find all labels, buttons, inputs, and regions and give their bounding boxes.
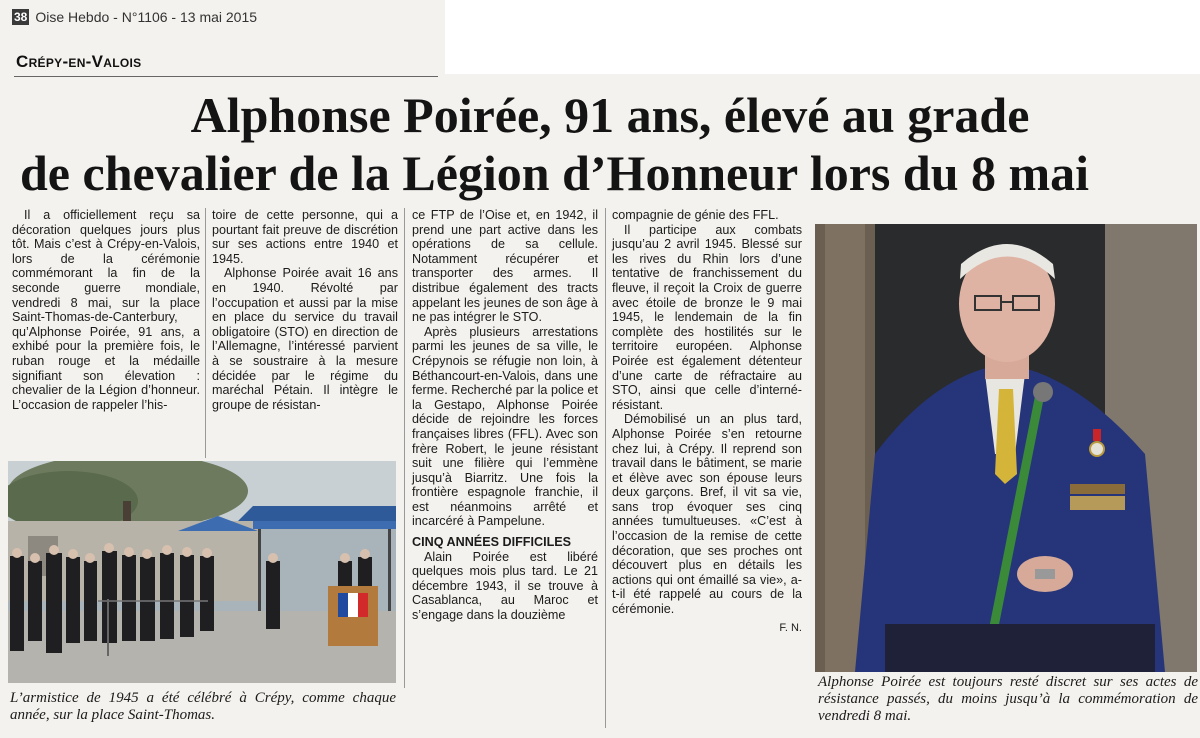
article-paragraph: Après plusieurs arrestations parmi les jeunes de sa ville, le Crépynois se réfugie non loin, à Béthancourt-en-Valois, dans une ferme. Recherché par la police et la Gestapo, Alphonse Poirée décide de rejoindre les forces françaises libres (FFL). Avec son frère Robert, le jeune résistant suit une filière qui l’emmène jusqu’à Biarritz. Une fois la frontière espagnole franchie, il est néanmoins arrêté et incarcéré à Pampelune. xyxy=(412,324,598,529)
article-paragraph: Il participe aux combats jusqu’au 2 avril 1945. Blessé sur les rives du Rhin lors d’une tentative de franchissement du fleuve, il reçoit la Croix de guerre avec étoile de bronze le 9 mai 1945, le lendemain de la fin complète des hostilités sur le territoire européen. Alphonse Poirée est également détenteur d’une carte de réfractaire au STO, ainsi que celle d’interné-résistant. xyxy=(612,222,802,412)
kicker-rule xyxy=(14,76,438,77)
article-paragraph: Alain Poirée est libéré quelques mois plus tard. Le 21 décembre 1943, il se trouve à Casablanca, au Maroc et s’engage dans la douzième xyxy=(412,549,598,623)
article-subhead: CINQ ANNÉES DIFFICILES xyxy=(412,535,572,550)
article-paragraph: ce FTP de l’Oise et, en 1942, il prend une part active dans les opérations de sa cellule. Notamment récupérer et transporter des armes. Il distribue également des tracts appelant les jeunes de son âge à ne pas intégrer le STO. xyxy=(412,208,598,325)
article-paragraph: toire de cette personne, qui a pourtant fait preuve de discrétion sur ses actions entre 1940 et 1945. xyxy=(212,208,398,266)
headline xyxy=(20,86,1200,202)
masthead xyxy=(12,8,257,26)
ceremony-photo-caption: L’armistice de 1945 a été célébré à Crépy, comme chaque année, sur la place Saint-Thomas. xyxy=(10,690,396,723)
portrait-photo-caption: Alphonse Poirée est toujours resté discret sur ses actes de résistance passés, du moins jusqu’à la commémoration de vendredi 8 mai. xyxy=(818,674,1198,724)
article-column-3 xyxy=(412,208,598,623)
article-column-1 xyxy=(12,208,200,412)
section-kicker: Crépy-en-Valois xyxy=(16,52,142,71)
article-paragraph: compagnie de génie des FFL. xyxy=(612,208,779,222)
headline-line-2: de chevalier de la Légion d’Honneur lors du 8 mai xyxy=(20,145,1090,201)
byline: F. N. xyxy=(779,621,802,634)
ceremony-photo xyxy=(8,461,396,683)
article-paragraph: Démobilisé un an plus tard, Alphonse Poirée s’en retourne chez lui, à Crépy. Il reprend son travail dans le bâtiment, se marie et élève avec son épouse leurs deux garçons. Bref, il vit sa vie, sans trop évoquer ses cinq années tumultueuses. «C’est à l’occasion de la remise de cette décoration, que ses proches ont découvert plus en détails les actions qui ont émaillé sa vie», a-t-il été rappelé au cours de la cérémonie. xyxy=(612,412,802,617)
masthead-text: Oise Hebdo - N°1106 - 13 mai 2015 xyxy=(35,9,258,25)
portrait-photo xyxy=(815,224,1197,672)
article-paragraph: Il a officiellement reçu sa décoration quelques jours plus tôt. Mais c’est à Crépy-en-Valois, lors de la cérémonie commémorant la fin de la seconde guerre mondiale, vendredi 8 mai, sur la place Saint-Thomas-de-Canterbury, qu’Alphonse Poirée, 91 ans, a exhibé pour la première fois, le ruban rouge et la médaille signifiant son élevation : chevalier de la Légion d’honneur. L’occasion de rappeler l’his- xyxy=(12,208,200,412)
column-rule xyxy=(605,208,606,728)
ceremony-photo-illustration xyxy=(8,461,396,683)
article-paragraph: Alphonse Poirée avait 16 ans en 1940. Révolté par l’occupation et aussi par la mise en place du service du travail obligatoire (STO) en direction de l’Allemagne, l’intéressé parvient à se soustraire à la mesure décidée par le régime du maréchal Pétain. Il intègre le groupe de résistan- xyxy=(212,266,398,412)
column-rule xyxy=(404,208,405,688)
headline-line-1: Alphonse Poirée, 91 ans, élevé au grade xyxy=(190,87,1030,143)
article-column-4 xyxy=(612,208,802,635)
portrait-photo-illustration xyxy=(815,224,1197,672)
page-number: 38 xyxy=(14,10,28,24)
column-rule xyxy=(205,208,206,458)
article-column-2 xyxy=(212,208,398,412)
